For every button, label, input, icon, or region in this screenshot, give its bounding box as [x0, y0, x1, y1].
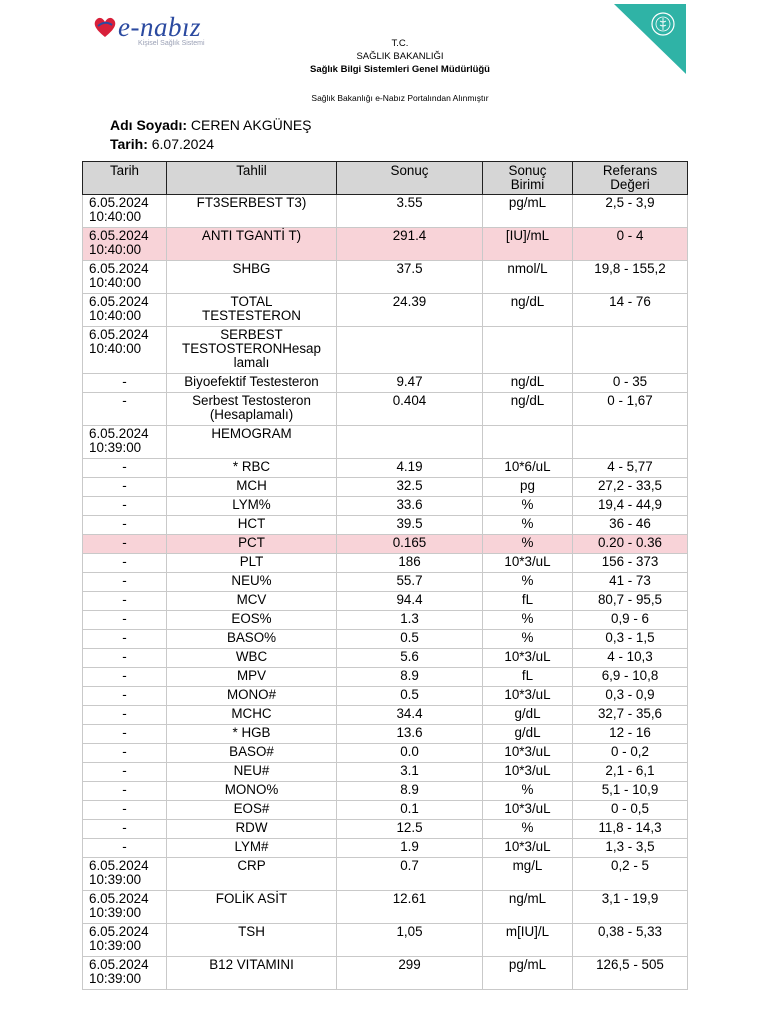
row-date: 6.05.2024 10:40:00: [83, 195, 167, 228]
row-reference: 0,38 - 5,33: [573, 924, 688, 957]
row-unit: g/dL: [483, 725, 573, 744]
gov-line-tc: T.C.: [391, 38, 409, 49]
row-result: 32.5: [337, 478, 483, 497]
gov-line-ministry: SAĞLIK BAKANLIĞI: [356, 51, 444, 62]
patient-name-value: CEREN AKGÜNEŞ: [190, 117, 312, 133]
row-reference: 4 - 5,77: [573, 459, 688, 478]
row-date: -: [83, 459, 167, 478]
row-reference: 0,3 - 0,9: [573, 687, 688, 706]
table-row: [83, 554, 688, 573]
row-test-name: MONO#: [167, 687, 337, 706]
row-unit: 10*3/uL: [483, 801, 573, 820]
report-date-label: Tarih:: [110, 136, 148, 152]
row-test-name: NEU#: [167, 763, 337, 782]
table-row: [83, 592, 688, 611]
row-reference: 0.20 - 0.36: [573, 535, 688, 554]
row-reference: 0,3 - 1,5: [573, 630, 688, 649]
row-result: 9.47: [337, 374, 483, 393]
row-date: 6.05.2024 10:40:00: [83, 294, 167, 327]
row-reference: 0 - 35: [573, 374, 688, 393]
row-reference: 0 - 4: [573, 228, 688, 261]
gov-line-directorate: Sağlık Bilgi Sistemleri Genel Müdürlüğü: [309, 64, 490, 75]
row-unit: 10*3/uL: [483, 744, 573, 763]
row-unit: fL: [483, 668, 573, 687]
table-row: [83, 478, 688, 497]
table-row: [83, 744, 688, 763]
row-reference: 11,8 - 14,3: [573, 820, 688, 839]
row-result: 12.61: [337, 891, 483, 924]
row-test-name: NEU%: [167, 573, 337, 592]
row-test-name: EOS#: [167, 801, 337, 820]
row-reference: 5,1 - 10,9: [573, 782, 688, 801]
row-result: 0.5: [337, 630, 483, 649]
row-date: -: [83, 687, 167, 706]
row-result: 1.9: [337, 839, 483, 858]
row-date: -: [83, 393, 167, 426]
row-test-name: * RBC: [167, 459, 337, 478]
row-unit: ng/dL: [483, 374, 573, 393]
row-test-name: FOLİK ASİT: [167, 891, 337, 924]
row-date: -: [83, 374, 167, 393]
row-result: 0.5: [337, 687, 483, 706]
row-unit: 10*3/uL: [483, 649, 573, 668]
table-row: [83, 820, 688, 839]
row-test-name: PLT: [167, 554, 337, 573]
row-result: 0.1: [337, 801, 483, 820]
table-row: [83, 782, 688, 801]
row-test-name: SHBG: [167, 261, 337, 294]
row-reference: 3,1 - 19,9: [573, 891, 688, 924]
row-date: -: [83, 706, 167, 725]
row-unit: nmol/L: [483, 261, 573, 294]
row-result: 13.6: [337, 725, 483, 744]
table-row: [83, 725, 688, 744]
row-unit: mg/L: [483, 858, 573, 891]
row-test-name: B12 VITAMINI: [167, 957, 337, 990]
row-reference: 19,4 - 44,9: [573, 497, 688, 516]
row-test-name: ANTI TGANTİ T): [167, 228, 337, 261]
row-reference: 14 - 76: [573, 294, 688, 327]
row-reference: 0 - 1,67: [573, 393, 688, 426]
row-date: -: [83, 497, 167, 516]
heart-icon: [92, 14, 118, 40]
table-row: [83, 426, 688, 459]
ministry-emblem-icon: [649, 10, 677, 38]
row-test-name: MCHC: [167, 706, 337, 725]
lab-results-table: [82, 161, 688, 990]
table-row: [83, 393, 688, 426]
row-unit: pg: [483, 478, 573, 497]
row-unit: %: [483, 630, 573, 649]
table-row: [83, 611, 688, 630]
table-row: [83, 801, 688, 820]
row-result: 1,05: [337, 924, 483, 957]
table-row: [83, 668, 688, 687]
table-row: [83, 687, 688, 706]
row-result: 34.4: [337, 706, 483, 725]
row-unit: %: [483, 573, 573, 592]
row-date: -: [83, 611, 167, 630]
table-row: [83, 195, 688, 228]
row-result: 0.7: [337, 858, 483, 891]
row-date: -: [83, 554, 167, 573]
table-row: [83, 891, 688, 924]
row-result: [337, 426, 483, 459]
row-date: 6.05.2024 10:40:00: [83, 327, 167, 374]
row-unit: 10*3/uL: [483, 763, 573, 782]
row-reference: 19,8 - 155,2: [573, 261, 688, 294]
row-result: [337, 327, 483, 374]
table-row: [83, 228, 688, 261]
row-reference: 0,2 - 5: [573, 858, 688, 891]
row-reference: 4 - 10,3: [573, 649, 688, 668]
row-result: 24.39: [337, 294, 483, 327]
table-row: [83, 573, 688, 592]
row-date: 6.05.2024 10:39:00: [83, 924, 167, 957]
row-date: -: [83, 592, 167, 611]
row-reference: [573, 426, 688, 459]
row-unit: pg/mL: [483, 195, 573, 228]
row-date: -: [83, 801, 167, 820]
row-reference: 0,9 - 6: [573, 611, 688, 630]
row-test-name: LYM%: [167, 497, 337, 516]
row-date: 6.05.2024 10:40:00: [83, 261, 167, 294]
row-test-name: MPV: [167, 668, 337, 687]
row-test-name: MONO%: [167, 782, 337, 801]
row-result: 299: [337, 957, 483, 990]
table-row: [83, 459, 688, 478]
report-date: [110, 136, 214, 152]
row-result: 8.9: [337, 668, 483, 687]
row-reference: 41 - 73: [573, 573, 688, 592]
row-result: 33.6: [337, 497, 483, 516]
row-result: 0.0: [337, 744, 483, 763]
row-test-name: MCV: [167, 592, 337, 611]
row-unit: ng/mL: [483, 891, 573, 924]
row-test-name: RDW: [167, 820, 337, 839]
row-unit: ng/dL: [483, 294, 573, 327]
row-test-name: FT3SERBEST T3): [167, 195, 337, 228]
row-unit: %: [483, 782, 573, 801]
row-date: 6.05.2024 10:39:00: [83, 957, 167, 990]
table-row: [83, 261, 688, 294]
row-reference: [573, 327, 688, 374]
row-result: 186: [337, 554, 483, 573]
row-date: -: [83, 478, 167, 497]
row-reference: 32,7 - 35,6: [573, 706, 688, 725]
table-row: [83, 630, 688, 649]
row-date: -: [83, 763, 167, 782]
row-unit: 10*6/uL: [483, 459, 573, 478]
row-result: 12.5: [337, 820, 483, 839]
table-row: [83, 374, 688, 393]
column-header: Sonuç Birimi: [483, 162, 573, 195]
row-unit: %: [483, 611, 573, 630]
table-row: [83, 763, 688, 782]
row-date: -: [83, 668, 167, 687]
column-header: Sonuç: [337, 162, 483, 195]
table-row: [83, 924, 688, 957]
row-unit: [483, 426, 573, 459]
row-reference: 36 - 46: [573, 516, 688, 535]
row-test-name: HCT: [167, 516, 337, 535]
row-result: 37.5: [337, 261, 483, 294]
report-date-value: 6.07.2024: [151, 136, 215, 152]
patient-name: [110, 117, 312, 133]
row-reference: 0 - 0,2: [573, 744, 688, 763]
row-result: 4.19: [337, 459, 483, 478]
row-test-name: CRP: [167, 858, 337, 891]
row-date: -: [83, 516, 167, 535]
logo-subtitle: Kişisel Sağlık Sistemi: [138, 40, 205, 47]
row-test-name: BASO%: [167, 630, 337, 649]
row-date: 6.05.2024 10:39:00: [83, 426, 167, 459]
patient-name-label: Adı Soyadı:: [110, 117, 188, 133]
row-result: 291.4: [337, 228, 483, 261]
logo-text: e-nabız: [118, 12, 201, 42]
table-row: [83, 957, 688, 990]
row-test-name: SERBEST TESTOSTERONHesap lamalı: [167, 327, 337, 374]
row-unit: %: [483, 497, 573, 516]
row-unit: [483, 327, 573, 374]
row-result: 0.165: [337, 535, 483, 554]
row-date: -: [83, 820, 167, 839]
row-unit: %: [483, 820, 573, 839]
row-date: 6.05.2024 10:39:00: [83, 858, 167, 891]
table-row: [83, 294, 688, 327]
row-date: -: [83, 744, 167, 763]
row-test-name: * HGB: [167, 725, 337, 744]
row-unit: %: [483, 516, 573, 535]
table-header-row: [83, 162, 688, 195]
row-test-name: WBC: [167, 649, 337, 668]
row-date: 6.05.2024 10:40:00: [83, 228, 167, 261]
row-reference: 126,5 - 505: [573, 957, 688, 990]
row-date: -: [83, 725, 167, 744]
row-result: 39.5: [337, 516, 483, 535]
row-unit: ng/dL: [483, 393, 573, 426]
row-result: 5.6: [337, 649, 483, 668]
table-row: [83, 706, 688, 725]
table-row: [83, 497, 688, 516]
row-unit: 10*3/uL: [483, 839, 573, 858]
row-reference: 1,3 - 3,5: [573, 839, 688, 858]
row-result: 1.3: [337, 611, 483, 630]
row-unit: g/dL: [483, 706, 573, 725]
row-reference: 2,1 - 6,1: [573, 763, 688, 782]
row-date: -: [83, 573, 167, 592]
row-date: -: [83, 649, 167, 668]
row-unit: 10*3/uL: [483, 687, 573, 706]
row-date: 6.05.2024 10:39:00: [83, 891, 167, 924]
table-row: [83, 839, 688, 858]
row-date: -: [83, 782, 167, 801]
row-date: -: [83, 839, 167, 858]
row-date: -: [83, 630, 167, 649]
row-result: 0.404: [337, 393, 483, 426]
row-reference: 156 - 373: [573, 554, 688, 573]
row-test-name: HEMOGRAM: [167, 426, 337, 459]
row-result: 94.4: [337, 592, 483, 611]
row-test-name: TOTAL TESTESTERON: [167, 294, 337, 327]
table-row: [83, 327, 688, 374]
row-test-name: PCT: [167, 535, 337, 554]
row-unit: fL: [483, 592, 573, 611]
row-result: 55.7: [337, 573, 483, 592]
row-test-name: EOS%: [167, 611, 337, 630]
row-result: 3.1: [337, 763, 483, 782]
table-row: [83, 858, 688, 891]
row-test-name: BASO#: [167, 744, 337, 763]
row-unit: pg/mL: [483, 957, 573, 990]
row-reference: 12 - 16: [573, 725, 688, 744]
row-unit: %: [483, 535, 573, 554]
column-header: Tahlil: [167, 162, 337, 195]
row-unit: [IU]/mL: [483, 228, 573, 261]
row-reference: 2,5 - 3,9: [573, 195, 688, 228]
row-reference: 27,2 - 33,5: [573, 478, 688, 497]
table-row: [83, 516, 688, 535]
gov-line-source: Sağlık Bakanlığı e-Nabız Portalından Alınmıştır: [311, 93, 489, 103]
row-test-name: Biyoefektif Testesteron: [167, 374, 337, 393]
row-result: 8.9: [337, 782, 483, 801]
table-row: [83, 535, 688, 554]
row-test-name: MCH: [167, 478, 337, 497]
row-test-name: LYM#: [167, 839, 337, 858]
row-date: -: [83, 535, 167, 554]
row-test-name: Serbest Testosteron (Hesaplamalı): [167, 393, 337, 426]
row-test-name: TSH: [167, 924, 337, 957]
row-reference: 6,9 - 10,8: [573, 668, 688, 687]
row-result: 3.55: [337, 195, 483, 228]
row-unit: m[IU]/L: [483, 924, 573, 957]
enabiz-logo: [92, 14, 118, 40]
column-header: Referans Değeri: [573, 162, 688, 195]
table-row: [83, 649, 688, 668]
row-reference: 80,7 - 95,5: [573, 592, 688, 611]
row-unit: 10*3/uL: [483, 554, 573, 573]
column-header: Tarih: [83, 162, 167, 195]
row-reference: 0 - 0,5: [573, 801, 688, 820]
